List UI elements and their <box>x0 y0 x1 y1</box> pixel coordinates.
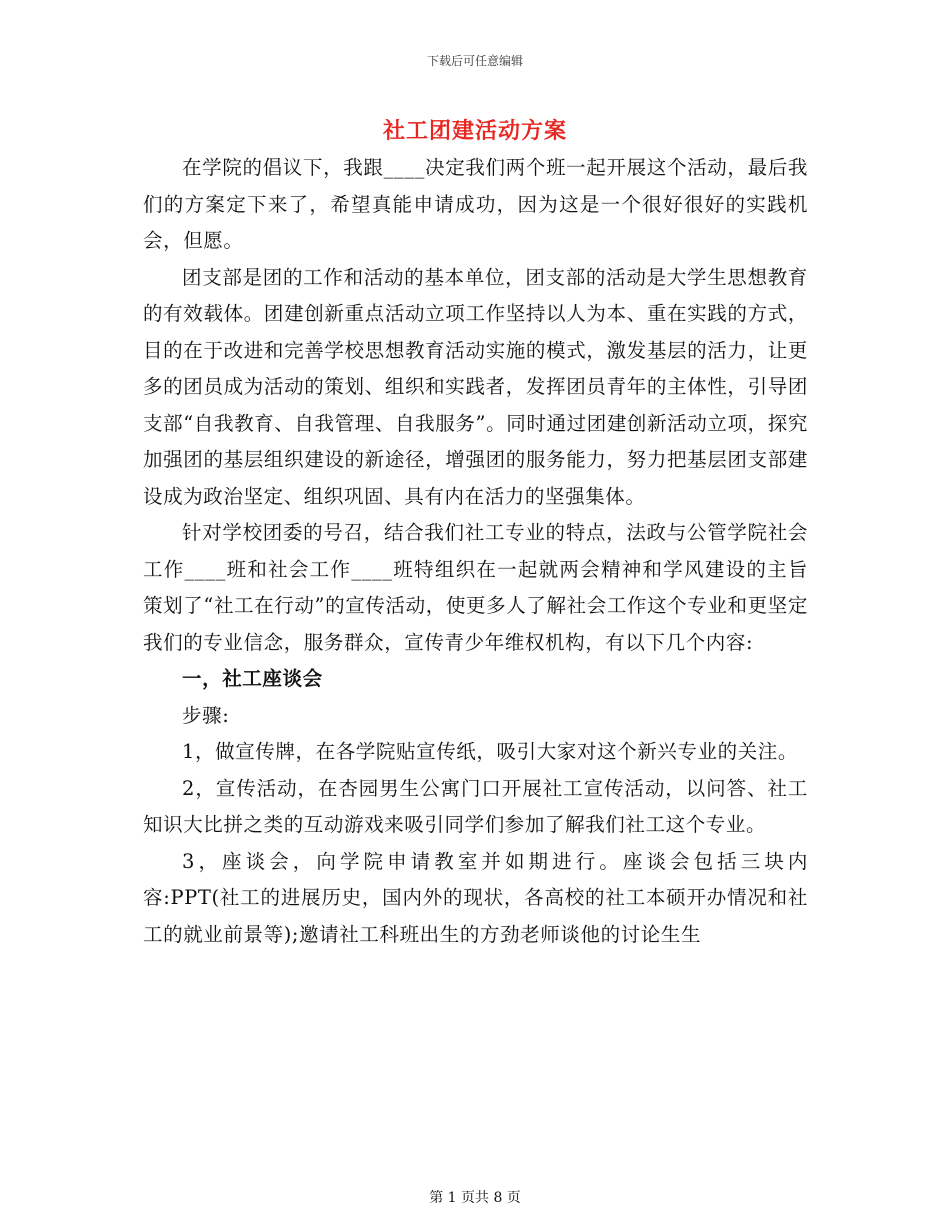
step-item-3: 3，座谈会，向学院申请教室并如期进行。座谈会包括三块内容:PPT(社工的进展历史，国内外的现状，各高校的社工本硕开办情况和社工的就业前景等);邀请社工科班出生的方劲老师谈他的讨论生生 <box>143 849 808 946</box>
step-item-2: 2，宣传活动，在杏园男生公寓门口开展社工宣传活动，以问答、社工知识大比拼之类的互动游戏来吸引同学们参加了解我们社工这个专业。 <box>143 776 808 836</box>
paragraph-intro: 在学院的倡议下，我跟____决定我们两个班一起开展这个活动，最后我们的方案定下来了，希望真能申请成功，因为这是一个很好很好的实践机会，但愿。 <box>143 156 808 252</box>
paragraph-league-branch: 团支部是团的工作和活动的基本单位，团支部的活动是大学生思想教育的有效载体。团建创新重点活动立项工作坚持以人为本、重在实践的方式，目的在于改进和完善学校思想教育活动实施的模式，激发基层的活力，让更多的团员成为活动的策划、组织和实践者，发挥团员青年的主体性，引导团支部“自我教育、自我管理、自我服务”。同时通过团建创新活动立项，探究加强团的基层组织建设的新途径，增强团的服务能力，努力把基层团支部建设成为政治坚定、组织巩固、具有内在活力的坚强集体。 <box>143 265 808 508</box>
section-heading: 一，社工座谈会 <box>182 667 323 690</box>
step-item-1: 1，做宣传牌，在各学院贴宣传纸，吸引大家对这个新兴专业的关注。 <box>182 740 799 763</box>
document-title: 社工团建活动方案 <box>382 118 567 144</box>
paragraph-activity-plan: 针对学校团委的号召，结合我们社工专业的特点，法政与公管学院社会工作____班和社会工作____班特组织在一起就两会精神和学风建设的主旨策划了“社工在行动”的宣传活动，使更多人了解社会工作这个专业和更坚定我们的专业信念，服务群众，宣传青少年维权机构，有以下几个内容: <box>143 521 808 654</box>
page-header-note: 下载后可任意编辑 <box>426 54 523 68</box>
steps-label: 步骤: <box>182 703 230 727</box>
document-body <box>143 150 808 953</box>
page-footer: 第 1 页共 8 页 <box>429 1190 521 1206</box>
